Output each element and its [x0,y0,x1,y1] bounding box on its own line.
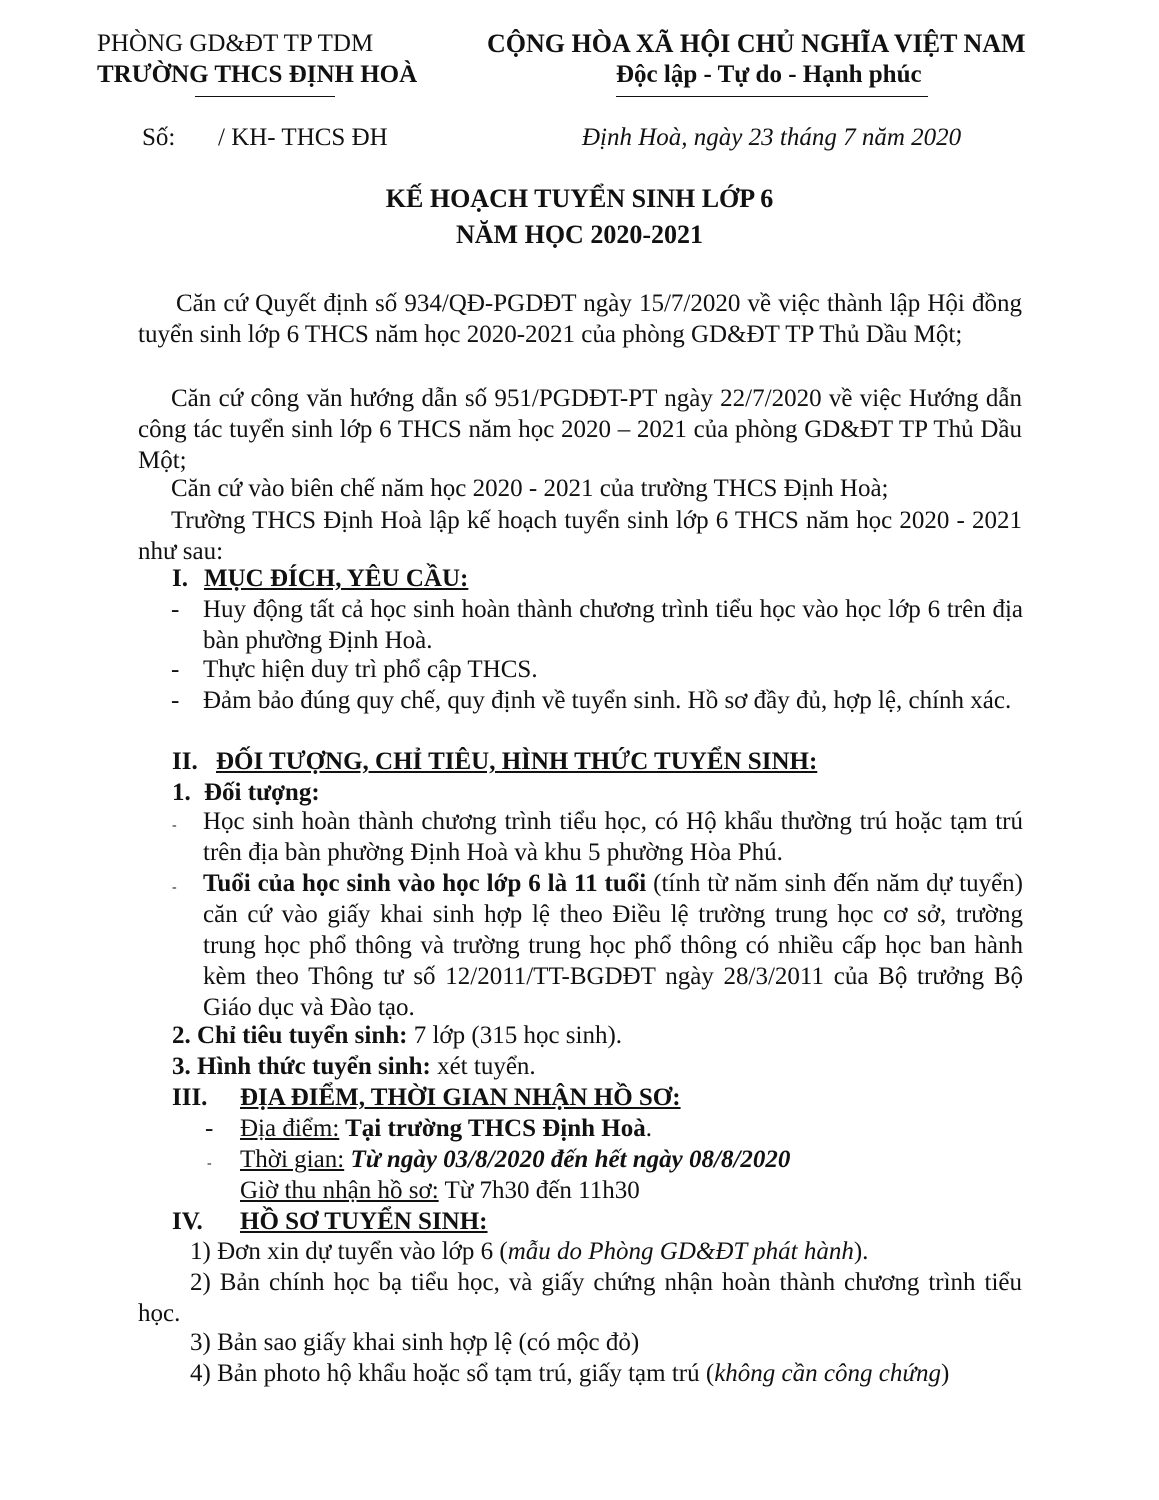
section-2-number: II. [172,748,198,775]
document-item-4: 4) Bản photo hộ khẩu hoặc sổ tạm trú, giấy tạm trú (không cần công chứng) [190,1360,950,1387]
republic-name: CỘNG HÒA XÃ HỘI CHỦ NGHĨA VIỆT NAM [487,29,1026,58]
bullet-dash: - [207,1156,212,1171]
motto-underline [616,96,928,97]
subsection-2-number: 2. [172,1022,191,1049]
time-label: Thời gian: [240,1146,345,1173]
document-item-2: 2) Bản chính học bạ tiểu học, và giấy chứng nhận hoàn thành chương trình tiểu học. [138,1269,1022,1327]
section-3-heading: ĐỊA ĐIỂM, THỜI GIAN NHẬN HỒ SƠ: [240,1084,681,1111]
preamble-paragraph-3: Căn cứ vào biên chế năm học 2020 - 2021 của trường THCS Định Hoà; [171,475,889,502]
document-subtitle: NĂM HỌC 2020-2021 [456,220,703,249]
subsection-2-heading: Chỉ tiêu tuyển sinh: [197,1022,408,1049]
hours-line [240,1175,640,1206]
bullet-dash: - [205,1115,214,1142]
time-value: Từ ngày 03/8/2020 đến hết ngày 08/8/2020 [344,1146,791,1173]
subsection-1-heading: Đối tượng: [204,779,320,806]
bullet-dash: - [171,687,180,714]
section-1-item: Huy động tất cả học sinh hoàn thành chương trình tiểu học vào học lớp 6 trên địa bàn phường Định Hoà. [203,596,1023,654]
age-item [203,868,1023,1023]
section-2-heading: ĐỐI TƯỢNG, CHỈ TIÊU, HÌNH THỨC TUYỂN SINH: [216,748,818,775]
bullet-dash: - [171,596,180,623]
section-3-number: III. [172,1084,208,1111]
document-item-1: 1) Đơn xin dự tuyển vào lớp 6 (mẫu do Phòng GD&ĐT phát hành). [190,1238,869,1265]
national-motto: Độc lập - Tự do - Hạnh phúc [616,61,922,88]
subsection-3-number: 3. [172,1053,191,1080]
time-line [240,1144,790,1175]
place-line [240,1113,652,1144]
section-1-heading: MỤC ĐÍCH, YÊU CẦU: [204,565,469,592]
document-number-label: Số: [142,124,176,151]
bullet-dash: - [172,880,177,895]
section-4-heading: HỒ SƠ TUYỂN SINH: [240,1208,488,1235]
quota-value: 7 lớp (315 học sinh). [407,1022,623,1049]
preamble-paragraph-2: Căn cứ công văn hướng dẫn số 951/PGDĐT-PT ngày 22/7/2020 về việc Hướng dẫn công tác tuyển sinh lớp 6 THCS năm học 2020 – 2021 của phòng GD&ĐT TP Thủ Dầu Một; [138,385,1022,474]
place-value: Tại trường THCS Định Hoà [339,1115,646,1142]
section-4-number: IV. [172,1208,203,1235]
school-underline [195,96,335,97]
hours-value: Từ 7h30 đến 11h30 [438,1177,640,1204]
place-date-line: Định Hoà, ngày 23 tháng 7 năm 2020 [582,124,962,151]
school-name: TRƯỜNG THCS ĐỊNH HOÀ [97,61,418,88]
notarization-note: không cần công chứng [714,1360,941,1387]
document-number-code: / KH- THCS ĐH [218,124,388,151]
hours-label: Giờ thu nhận hồ sơ: [240,1177,439,1204]
subsection-2 [172,1020,622,1051]
subsection-3-heading: Hình thức tuyển sinh: [197,1053,431,1080]
target-item: Học sinh hoàn thành chương trình tiểu học, có Hộ khẩu thường trú hoặc tạm trú trên địa bàn phường Định Hoà và khu 5 phường Hòa Phú. [203,808,1023,866]
section-1-item: Đảm bảo đúng quy chế, quy định về tuyển sinh. Hồ sơ đầy đủ, hợp lệ, chính xác. [203,687,1012,714]
section-1-item: Thực hiện duy trì phổ cập THCS. [203,656,538,683]
place-end: . [645,1115,653,1142]
age-detail: (tính từ năm sinh đến năm dự tuyển) căn cứ vào giấy khai sinh hợp lệ theo Điều lệ trường trung học cơ sở, trường trung học phổ thông và trường trung học phổ thông có nhiều cấp học ban hành kèm theo Thông tư số 12/2011/TT-BGDĐT ngày 28/3/2011 của Bộ trưởng Bộ Giáo dục và Đào tạo. [203,870,1023,1021]
document-item-3: 3) Bản sao giấy khai sinh hợp lệ (có mộc đỏ) [190,1329,640,1356]
subsection-3 [172,1051,536,1082]
bullet-dash: - [171,656,180,683]
preamble-paragraph-4: Trường THCS Định Hoà lập kế hoạch tuyển sinh lớp 6 THCS năm học 2020 - 2021 như sau: [138,507,1022,565]
bullet-dash: - [172,818,177,833]
place-label: Địa điểm: [240,1115,340,1142]
age-requirement: Tuổi của học sinh vào học lớp 6 là 11 tuổi [203,870,647,897]
document-title: KẾ HOẠCH TUYỂN SINH LỚP 6 [385,184,774,213]
admission-method-value: xét tuyển. [430,1053,536,1080]
section-1-number: I. [172,565,188,592]
subsection-1-number: 1. [172,779,191,806]
preamble-paragraph-1: Căn cứ Quyết định số 934/QĐ-PGDĐT ngày 15/7/2020 về việc thành lập Hội đồng tuyển sinh lớp 6 THCS năm học 2020-2021 của phòng GD&ĐT TP Thủ Dầu Một; [138,290,1022,348]
department-name: PHÒNG GD&ĐT TP TDM [97,30,374,57]
form-issuer-note: mẫu do Phòng GD&ĐT phát hành [507,1238,854,1265]
